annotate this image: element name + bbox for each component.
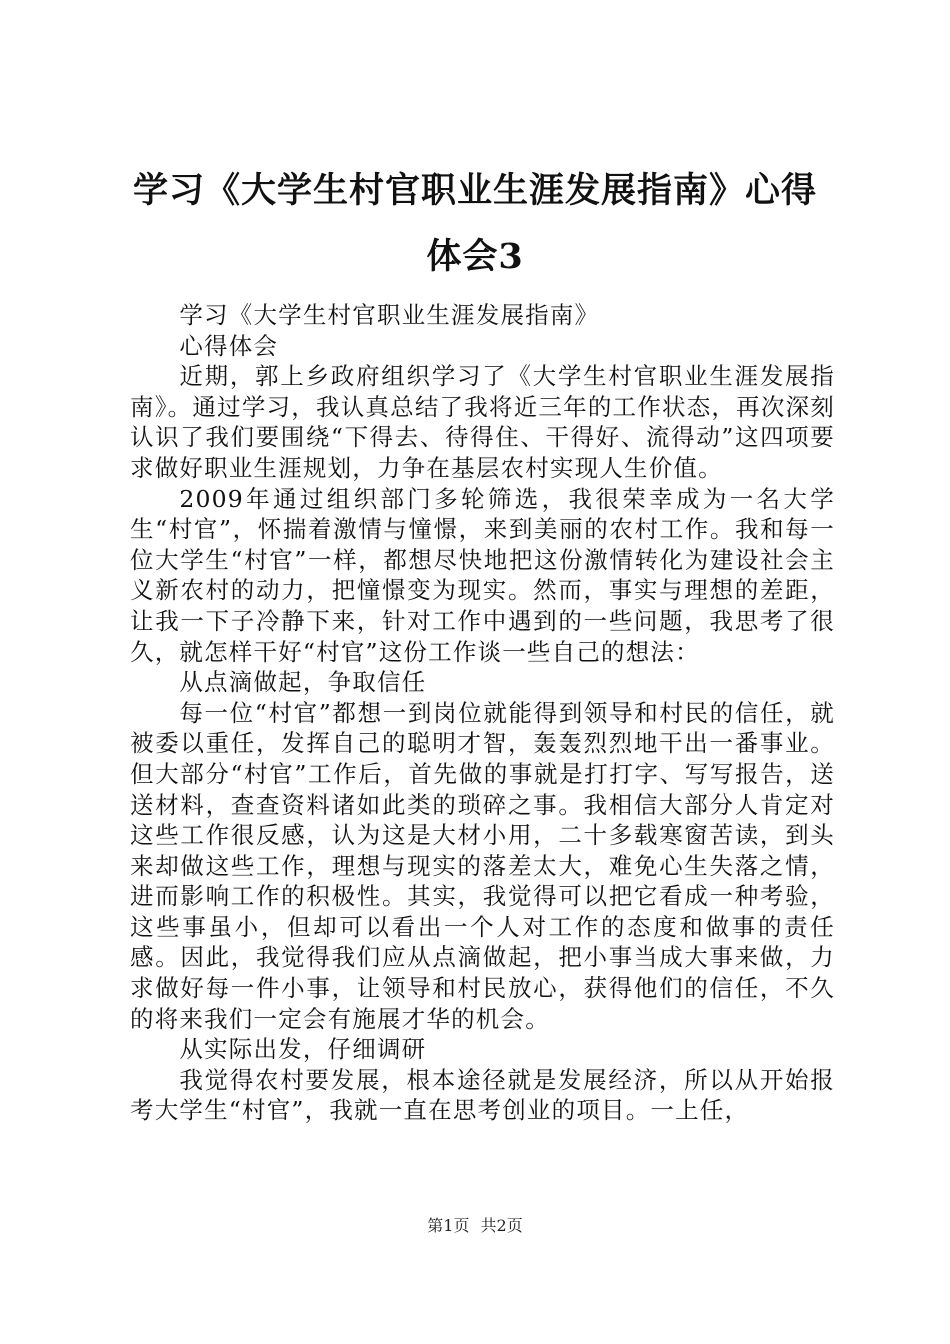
paragraph-intro: 近期，郭上乡政府组织学习了《大学生村官职业生涯发展指南》。通过学习，我认真总结了我将近三年的工作状态，再次深刻认识了我们要围绕“下得去、待得住、干得好、流得动”这四项要求做好职业生涯规划，力争在基层农村实现人生价值。 — [130, 362, 835, 482]
page-footer — [0, 1216, 950, 1236]
section-text-2: 我觉得农村要发展，根本途径就是发展经济，所以从开始报考大学生“村官”，我就一直在思考创业的项目。一上任， — [130, 1065, 835, 1125]
paragraph-background: 2009年通过组织部门多轮筛选，我很荣幸成为一名大学生“村官”，怀揣着激情与憧憬，来到美丽的农村工作。我和每一位大学生“村官”一样，都想尽快地把这份激情转化为建设社会主义新农村的动力，把憧憬变为现实。然而，事实与理想的差距，让我一下子冷静下来，针对工作中遇到的一些问题，我思考了很久，就怎样干好“村官”这份工作谈一些自己的想法： — [130, 484, 835, 666]
section-heading-2: 从实际出发，仔细调研 — [179, 1035, 427, 1064]
section-heading-1: 从点滴做起，争取信任 — [179, 668, 427, 697]
page-total: 共2页 — [480, 1216, 523, 1235]
subtitle-line-2: 心得体会 — [179, 331, 279, 360]
document-body — [130, 300, 835, 1126]
section-text-1: 每一位“村官”都想一到岗位就能得到领导和村民的信任，就被委以重任，发挥自己的聪明才智，轰轰烈烈地干出一番事业。但大部分“村官”工作后，首先做的事就是打打字、写写报告，送送材料，查查资料诸如此类的琐碎之事。我相信大部分人肯定对这些工作很反感，认为这是大材小用，二十多载寒窗苦读，到头来却做这些工作，理想与现实的落差太大，难免心生失落之情，进而影响工作的积极性。其实，我觉得可以把它看成一种考验，这些事虽小，但却可以看出一个人对工作的态度和做事的责任感。因此，我觉得我们应从点滴做起，把小事当成大事来做，力求做好每一件小事，让领导和村民放心，获得他们的信任，不久的将来我们一定会有施展才华的机会。 — [130, 698, 835, 1033]
document-title: 学习《大学生村官职业生涯发展指南》心得体会3 — [132, 170, 817, 277]
subtitle-line-1: 学习《大学生村官职业生涯发展指南》 — [179, 301, 600, 329]
page-number: 第1页 — [427, 1216, 470, 1235]
